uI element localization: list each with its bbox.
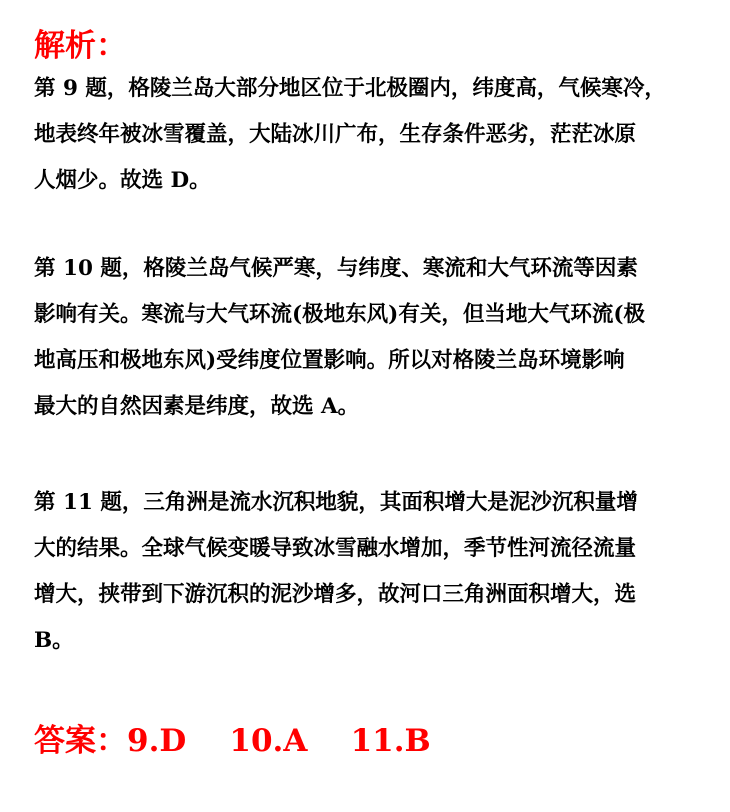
answer-label: 答案：	[34, 723, 127, 759]
answer-values: 9.D 10.A 11.B	[127, 723, 431, 759]
explanation-question-11: 第 11 题，三角洲是流水沉积地貌，其面积增大是泥沙沉积量增 大的结果。全球气候变暖导致冰雪融水增加，季节性河流径流量 增大，挟带到下游沉积的泥沙增多，故河口三角洲面积增大，选 B。	[34, 490, 638, 653]
explanation-question-10: 第 10 题，格陵兰岛气候严寒，与纬度、寒流和大气环流等因素 影响有关。寒流与大气环流(极地东风)有关，但当地大气环流(极 地高压和极地东风)受纬度位置影响。所以对格陵兰岛环境影响 最大的自然因素是纬度，故选 A。	[34, 256, 646, 419]
explanation-question-9: 第 9 题，格陵兰岛大部分地区位于北极圈内，纬度高，气候寒冷， 地表终年被冰雪覆盖，大陆冰川广布，生存条件恶劣，茫茫冰原 人烟少。故选 D。	[34, 76, 666, 193]
answer-line	[34, 718, 431, 764]
explanation-heading: 解析：	[34, 28, 127, 64]
